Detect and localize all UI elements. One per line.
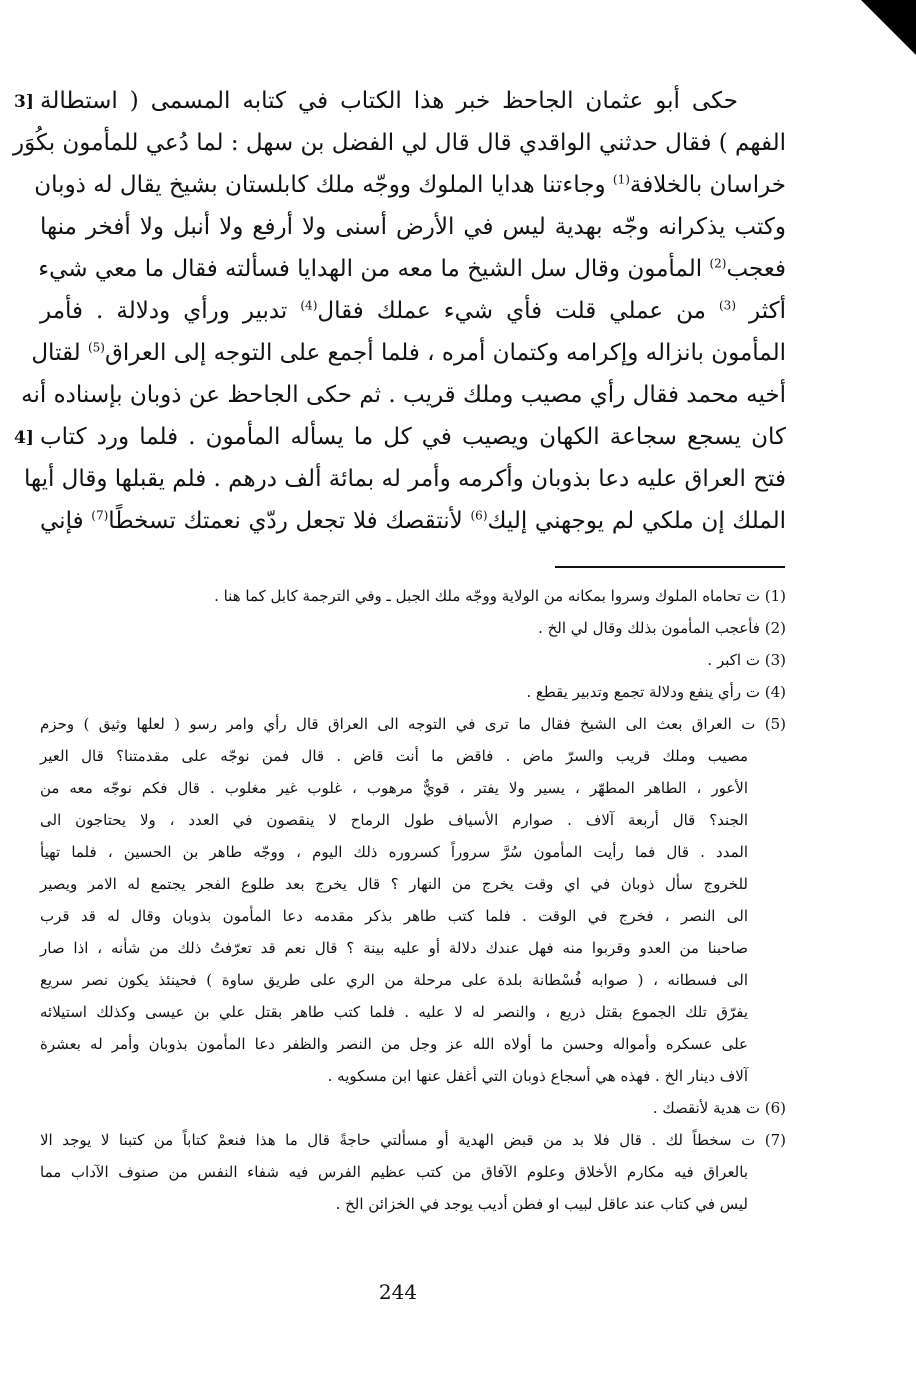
footnotes: [40, 580, 786, 1220]
footnote-line: صاحبنا من العدو وقربوا منه فهل عندك دلالة أو عليه بينة ؟ قال نعم قد تعرّفتُ ذلك من شأنه ، اذا صار: [40, 939, 748, 957]
footnote-reference: (4): [300, 298, 318, 313]
footnote-line: (1) ت تحاماه الملوك وسروا بمكانه من الولاية ووجّه ملك الجبل ـ وفي الترجمة كابل كما هنا .: [214, 587, 786, 605]
footnote-line: الجند؟ قال أربعة آلاف . صوارم الأسياف طول الرماح لا ينقصون في العدد ، ولا يحتاجون الى: [40, 811, 748, 829]
margin-marker: 3]: [14, 92, 34, 112]
main-text-line: أكثر $^{(3)}$ من عملي قلت فأي شيء عملك فقال$^{(4)}$ تدبير ورأي ودلالة . فأمر: [40, 298, 786, 324]
footnote-line: آلاف دينار الخ . فهذه هي أسجاع ذوبان التي أغفل عنها ابن مسكويه .: [327, 1067, 748, 1085]
footnote-line: (6) ت هدية لأنقصك .: [652, 1099, 786, 1117]
footnote-reference: (1): [612, 172, 630, 187]
footnote-line: يفرّق تلك الجموع بقتل ذريع ، والنصر له لا عليه . فلما كتب طاهر بقتل علي بن عيسى وكذلك استيلائه: [40, 1003, 748, 1021]
main-text-line: المأمون بانزاله وإكرامه وكتمان أمره ، فلما أجمع على التوجه إلى العراق$^{(5)}$ لقتال: [31, 340, 786, 366]
page-number: 244: [378, 1280, 418, 1304]
footnote-line: الى النصر ، فخرج في الوقت . فلما كتب طاهر بذكر مقدمه دعا المأمون بذوبان وقال له قد قرب: [40, 907, 748, 925]
main-text-line: أخيه محمد فقال رأي مصيب وملك قريب . ثم حكى الجاحظ عن ذوبان بإسناده أنه: [21, 382, 786, 408]
footnote-separator: [555, 566, 785, 568]
footnote-reference: (7): [91, 508, 109, 523]
footnote-line: مصيب وملك قريب والسرّ ماض . فاقض ما أنت قاض . قال فمن نوجّه على مقدمتنا؟ قال العير: [40, 747, 748, 765]
footnote-line: (4) ت رأي ينفع ودلالة تجمع وتدبير يقطع .: [526, 683, 786, 701]
footnote-reference: (2): [709, 256, 727, 271]
footnote-line: الى فسطانه ، ( صوابه فُسْطانة بلدة على مرحلة من الري على طريق ساوة ) فحينئذ يكون نصر سريع: [40, 971, 748, 989]
footnote-reference: (3): [718, 298, 736, 313]
main-text-line: كان يسجع سجاعة الكهان ويصيب في كل ما يسأله المأمون . فلما ورد كتاب: [40, 424, 786, 450]
main-text-line: فتح العراق عليه دعا بذوبان وأكرمه وأمر له بمائة ألف درهم . فلم يقبلها وقال أيها: [23, 466, 786, 492]
footnote-line: ليس في كتاب عند عاقل لبيب او فطن أديب يوجد في الخزائن الخ .: [335, 1195, 748, 1213]
footnote-reference: (6): [470, 508, 488, 523]
footnote-line: الأعور ، الطاهر المطهّر ، يسير ولا يفتر ، قويٌّ مرهوب ، غلوب غير مغلوب . قال فكم نوجّه معه من: [40, 779, 748, 797]
main-text-line: وكتب يذكرانه وجّه بهدية ليس في الأرض أسنى ولا أرفع ولا أنبل ولا أفخر منها: [40, 214, 786, 240]
footnote-reference: (5): [87, 340, 105, 355]
footnote-line: (2) فأعجب المأمون بذلك وقال لي الخ .: [538, 619, 786, 637]
main-text-line: خراسان بالخلافة$^{(1)}$ وجاءتنا هدايا الملوك ووجّه ملك كابلستان بشيخ يقال له ذوبان: [34, 172, 786, 198]
main-text-line: حكى أبو عثمان الجاحظ خبر هذا الكتاب في كتابه المسمى ( استطالة: [40, 88, 738, 114]
footnote-line: (3) ت اكبر .: [707, 651, 786, 669]
footnote-line: المدد . قال فما رأيت المأمون سُرَّ سروراً كسروره ذلك اليوم ، ووجّه طاهر بن الحسين ، فلما تهيأ: [40, 843, 748, 861]
main-text: [13, 80, 786, 542]
footnote-line: للخروج سأل ذوبان في اي وقت يخرج من النهار ؟ قال يخرج بعد طلوع الفجر يجتمع له الامر ويصير: [40, 875, 748, 893]
main-text-line: الفهم ) فقال حدثني الواقدي قال قال لي الفضل بن سهل : لما دُعي للمأمون بكُوَر: [13, 130, 786, 156]
main-text-line: فعجب$^{(2)}$ المأمون وقال سل الشيخ ما معه من الهدايا فسألته فقال ما معي شيء: [38, 256, 786, 282]
footnote-line: على عسكره وأمواله وحسن ما أولاه الله عز وجل من النصر والظفر دعا المأمون بذوبان وأمر له بعشرة: [40, 1035, 748, 1053]
footnote-line: (7) ت سخطاً لك . قال فلا بد من قبض الهدية أو مسألتي حاجةً قال ما هذا فنعمْ كتاباً من كتبنا لا يوجد الا: [40, 1131, 786, 1149]
margin-marker: 4]: [14, 428, 34, 448]
main-text-line: الملك إن ملكي لم يوجهني إليك$^{(6)}$ لأنتقصك فلا تجعل ردّي نعمتك تسخطًا$^{(7)}$ فإني: [40, 508, 786, 534]
page-corner-mark: [861, 0, 916, 55]
footnote-line: (5) ت العراق بعث الى الشيخ فقال ما ترى في التوجه الى العراق قال رأي وامر رسو ( لعلها وثيق ) وحزم: [40, 715, 786, 733]
footnote-line: بالعراق فيه مكارم الأخلاق وعلوم الآفاق من كتب عظيم الفرس فيه شفاء النفس من صنوف الآداب مما: [40, 1163, 748, 1181]
